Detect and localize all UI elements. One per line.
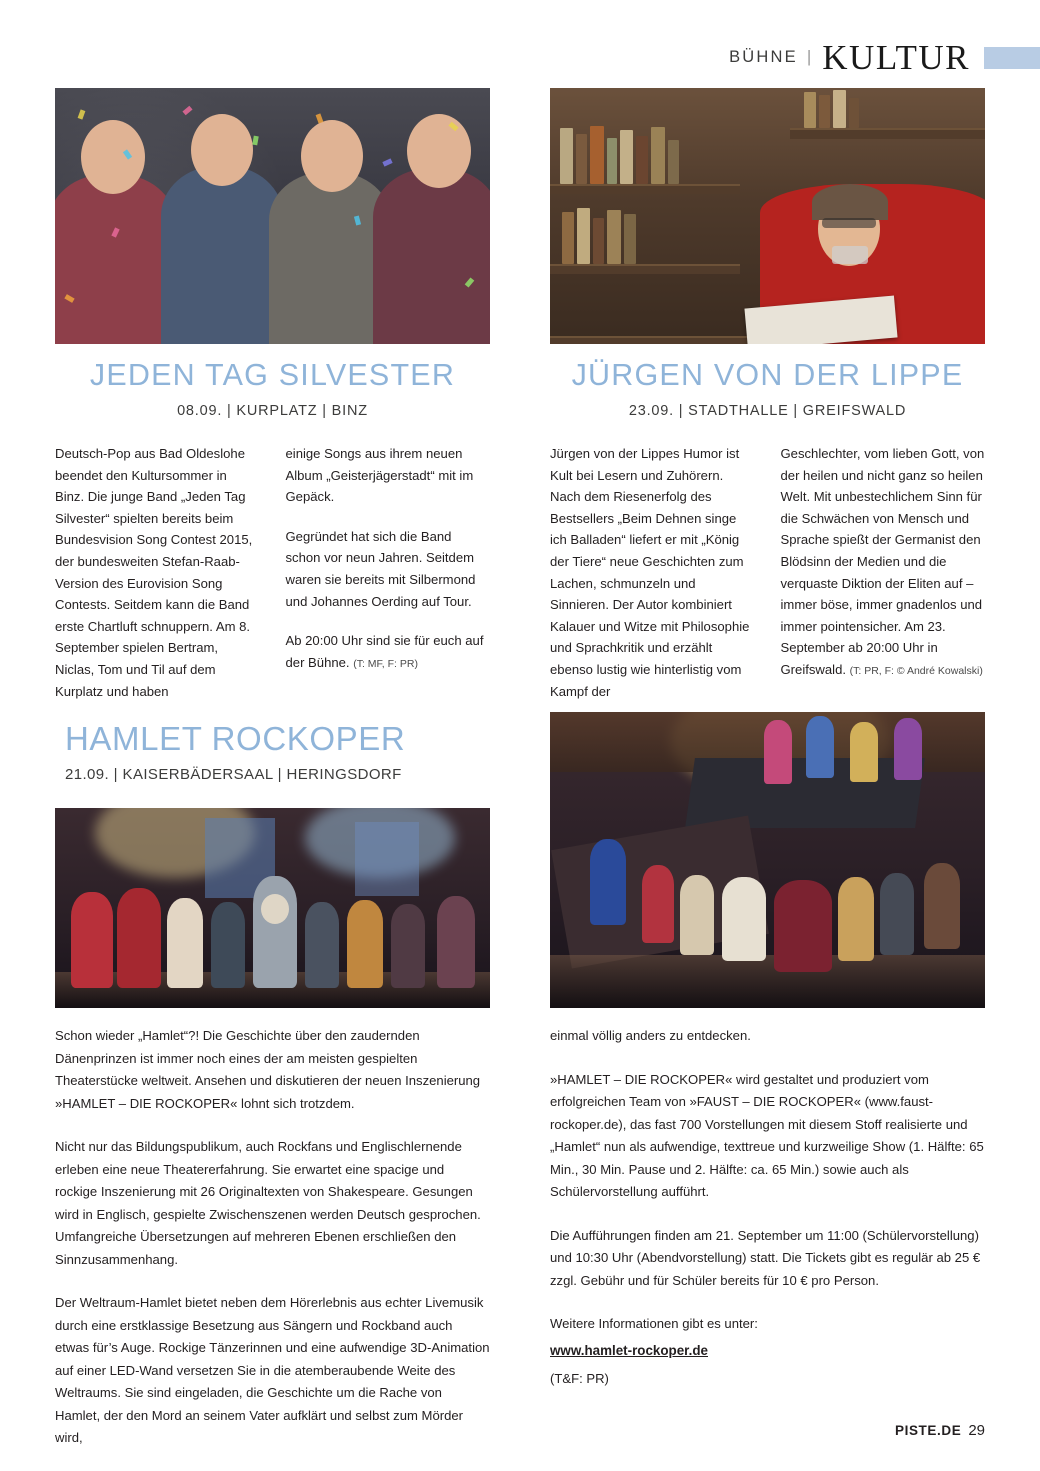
paragraph: Deutsch-Pop aus Bad Oldeslohe beendet den Kultursommer in Binz. Die junge Band „Jeden Tag Silvester“ spielten bereits beim Bundesvision Song Contest 2015, der bundesweiten Stefan-Raab-Version des Eurovision Song Contests. Seitdem kann die Band erste Chartluft schnuppern. Am 8. September spielen Bertram, Niclas, Tom und Til auf dem Kurplatz und haben	[55, 446, 253, 699]
paragraph: Die Aufführungen finden am 21. September um 11:00 (Schülervorstellung) und 10:30 Uhr (Abendvorstellung) statt. Die Tickets gibt es regulär ab 25 € zzgl. Gebühr und für Schüler bereits für 10 € pro Person.	[550, 1227, 981, 1288]
paragraph: Schon wieder „Hamlet“?! Die Geschichte über den zaudernden Dänenprinzen ist immer noch eines der am meisten gespielten Theaterstücke weltweit. Ansehen und diskutieren der neuen Inszenierung »HAMLET – DIE ROCKOPER« lohnt sich trotzdem.	[55, 1028, 481, 1111]
header-divider: |	[806, 47, 812, 66]
band-photo-confetti	[55, 88, 490, 344]
page-header	[55, 34, 1040, 80]
photo-credit: (T: PR, F: © André Kowalski)	[849, 664, 983, 677]
paragraph-text: Ab 20:00 Uhr sind sie für euch auf der Bühne.	[285, 633, 484, 670]
photo-credit: (T: MF, F: PR)	[353, 657, 418, 670]
feature-body	[55, 1025, 985, 1471]
feature-body-col-left	[55, 1025, 490, 1471]
paragraph-text: Geschlechter, vom lieben Gott, von der heilen und nicht ganz so heilen Welt. Mit unbestechlichem Sinn für die Schwächen von Mensch und Sprache spießt der Germanist den Blödsinn der Medien und die verquaste Diktion der Eliten auf – immer böse, immer gnadenlos und immer pointensicher. Am 23. September ab 20:00 Uhr in Greifswald.	[780, 446, 985, 677]
paragraph-with-credit	[286, 630, 491, 675]
article-subline: 08.09. | KURPLATZ | BINZ	[177, 403, 368, 419]
paragraph: »HAMLET – DIE ROCKOPER« wird gestaltet und produziert vom erfolgreichen Team von »FAUST – DIE ROCKOPER« (www.faust-rockoper.de), das fast 700 Vorstellungen mit diesem Stoff realisierte und „Hamlet“ nun als aufwendige, texttreue und kurzweilige Show (1. Hälfte: 65 Min., 30 Min. Pause und 2. Hälfte: ca. 65 Min.) sowie auch als Schülervorstellung aufführt.	[550, 1071, 984, 1199]
article-jeden-tag-silvester	[55, 88, 490, 720]
feature-subline: 21.09. | KAISERBÄDERSAAL | HERINGSDORF	[65, 766, 402, 783]
article-body-col-left	[550, 443, 755, 720]
paragraph: einmal völlig anders zu entdecken.	[550, 1028, 751, 1043]
article-body-col-right	[781, 443, 986, 720]
footer-brand: PISTE.DE	[894, 1423, 962, 1438]
hamlet-stage-photo-left	[55, 808, 490, 1008]
article-headline: JEDEN TAG SILVESTER	[89, 358, 456, 392]
feature-photos	[55, 712, 985, 1012]
top-articles-grid	[55, 88, 985, 720]
article-juergen-von-der-lippe	[550, 88, 985, 720]
paragraph-with-credit	[781, 443, 986, 683]
page-footer	[895, 1422, 985, 1439]
paragraph: einige Songs aus ihrem neuen Album „Geisterjägerstadt“ mit im Gepäck.	[285, 446, 474, 505]
header-accent-block	[984, 47, 1040, 69]
paragraph: Jürgen von der Lippes Humor ist Kult bei Lesern und Zuhörern. Nach dem Riesenerfolg des Bestsellers „Beim Dehnen singe ich Balladen“ liefert er mit „König der Tiere“ neue Geschichten zum Lachen, schmunzeln und Sinnieren. Der Autor kombiniert Kalauer und Witze mit Philosophie und Sprachkritik und erzählt ebenso lustig wie hinterlistig vom Kampf der	[550, 446, 750, 699]
hamlet-website-link[interactable]: www.hamlet-rockoper.de	[550, 1342, 708, 1358]
page-title: KULTUR	[822, 37, 970, 77]
paragraph: Gegründet hat sich die Band schon vor neun Jahren. Seitdem waren sie bereits mit Silbermond und Johannes Oerding auf Tour.	[285, 528, 476, 609]
feature-hamlet-rockoper	[55, 712, 985, 1012]
paragraph: Der Weltraum-Hamlet bietet neben dem Hörerlebnis aus echter Livemusik durch eine erstklassige Besetzung aus Sängern und Rockband auch etwas für’s Auge. Rockige Tänzerinnen und eine aufwendige 3D-Animation auf einer LED-Wand versetzen Sie in die atemberaubende Weite des Weltraums. Sie sind eingeladen, die Geschichte um die Rache von Hamlet, der den Mord an seinem Vater aufklärt und selbst zum Mörder wird,	[55, 1295, 490, 1445]
article-body-col-right	[286, 443, 491, 720]
article-subline: 23.09. | STADTHALLE | GREIFSWALD	[628, 403, 907, 419]
feature-body-col-right	[550, 1025, 985, 1471]
hamlet-stage-photo-right	[550, 712, 985, 1008]
header-section-label: BÜHNE	[729, 47, 798, 66]
paragraph: Nicht nur das Bildungspublikum, auch Rockfans und Englischlernende erleben eine neue Theatererfahrung. Sie erwartet eine spacige und rockige Inszenierung mit 26 Originaltexten von Shakespeare. Gesungen wird in Englisch, gespielte Zwischenszenen werden Deutsch gesprochen. Umfangreiche Übersetzungen auf mehreren Ebenen erschließen den Sinnzusammenhang.	[55, 1139, 481, 1267]
article-body	[55, 443, 490, 720]
paragraph: Weitere Informationen gibt es unter:	[550, 1316, 758, 1331]
article-body-col-left	[55, 443, 260, 720]
article-headline: JÜRGEN VON DER LIPPE	[571, 358, 964, 392]
article-body	[550, 443, 985, 720]
page-number: 29	[968, 1422, 985, 1439]
feature-headline: HAMLET ROCKOPER	[65, 720, 406, 757]
feature-credit: (T&F: PR)	[550, 1371, 609, 1386]
man-reading-book-photo	[550, 88, 985, 344]
